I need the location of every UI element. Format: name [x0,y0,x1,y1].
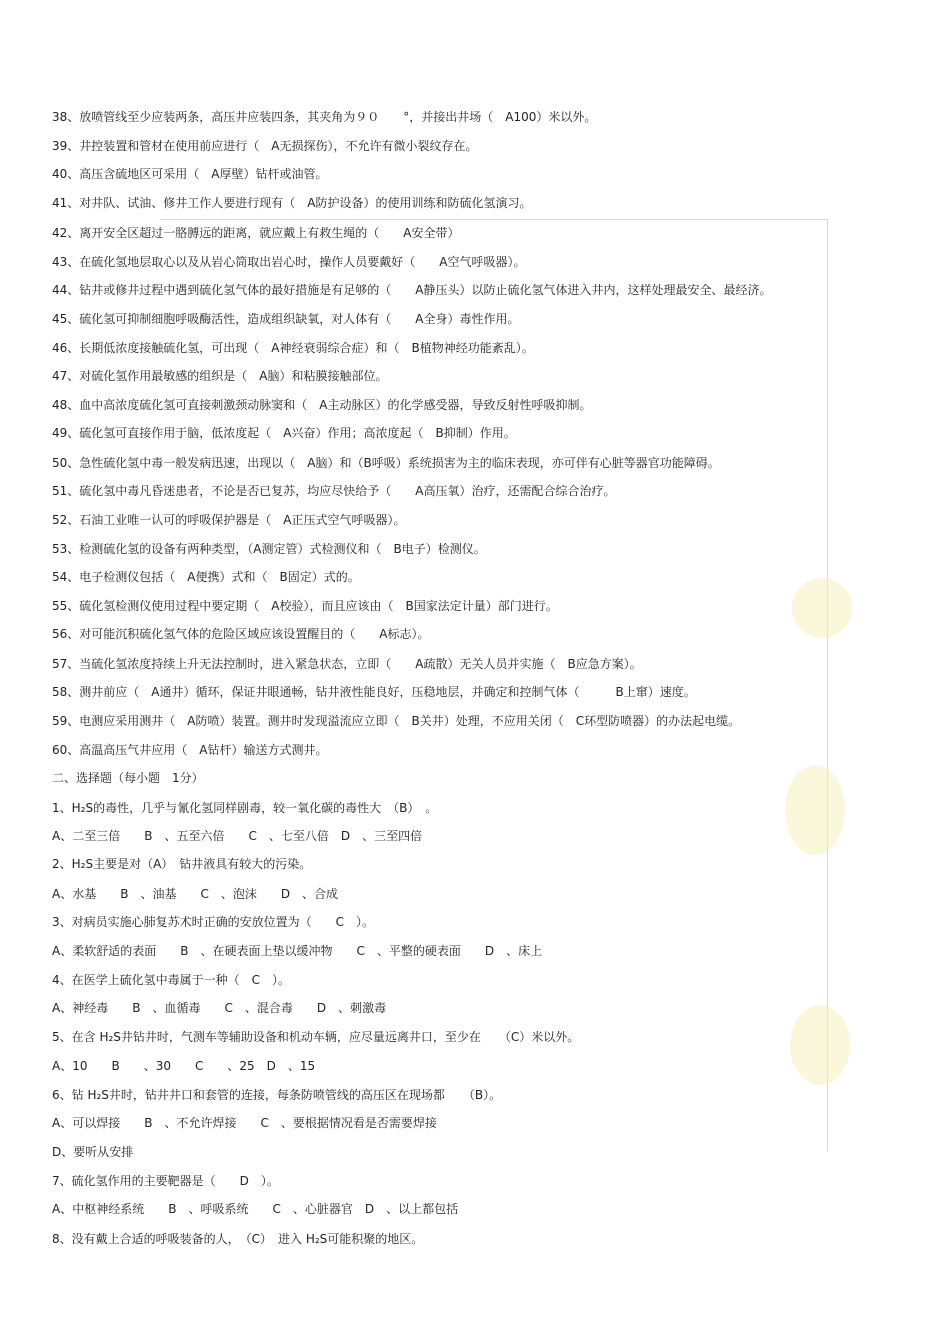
fill-question-48: 48、血中高浓度硫化氢可直接刺激颈动脉窦和（ A主动脉区）的化学感受器，导致反射性呼吸抑制。 [52,398,592,412]
choice-options-6: A、可以焊接 B 、不允许焊接 C 、要根据情况看是否需要焊接 [52,1116,437,1130]
fill-question-55: 55、硫化氢检测仪使用过程中要定期（ A校验），而且应该由（ B国家法定计量）部门进行。 [52,599,558,613]
choice-options-2: A、水基 B 、油基 C 、泡沫 D 、合成 [52,887,339,901]
choice-question-2: 2、H₂S主要是对（A） 钻井液具有较大的污染。 [52,857,312,871]
fill-question-43: 43、在硫化氢地层取心以及从岩心筒取出岩心时，操作人员要戴好（ A空气呼吸器）。 [52,255,526,269]
fill-question-38: 38、放喷管线至少应装两条，高压井应装四条，其夹角为９０ °，并接出井场（ A100）米以外。 [52,110,597,124]
choice-options-6-d: D、要听从安排 [52,1145,134,1159]
fill-question-59: 59、电测应采用测井（ A防喷）装置。测井时发现溢流应立即（ B关井）处理，不应用关闭（ C环型防喷器）的办法起电缆。 [52,714,741,728]
choice-question-5: 5、在含 H₂S井钻井时，气测车等辅助设备和机动车辆，应尽量远离井口，至少在 （C）米以外。 [52,1030,580,1044]
choice-question-7: 7、硫化氢作用的主要靶器是（ D ）。 [52,1174,279,1188]
fill-question-49: 49、硫化氢可直接作用于脑，低浓度起（ A兴奋）作用；高浓度起（ B抑制）作用。 [52,426,516,440]
fill-question-40: 40、高压含硫地区可采用（ A厚壁）钻杆或油管。 [52,167,328,181]
choice-question-3: 3、对病员实施心肺复苏术时正确的安放位置为（ C ）。 [52,915,375,929]
fill-question-45: 45、硫化氢可抑制细胞呼吸酶活性，造成组织缺氧，对人体有（ A全身）毒性作用。 [52,312,520,326]
paper-stain [790,1005,850,1085]
choice-options-4: A、神经毒 B 、血循毒 C 、混合毒 D 、刺激毒 [52,1001,387,1015]
paper-stain [785,765,845,855]
fill-question-52: 52、石油工业唯一认可的呼吸保护器是（ A正压式空气呼吸器）。 [52,513,406,527]
choice-question-1: 1、H₂S的毒性，几乎与氰化氢同样剧毒，较一氧化碳的毒性大 （B） 。 [52,801,438,815]
fill-question-41: 41、对井队、试油、修井工作人要进行现有（ A防护设备）的使用训练和防硫化氢演习。 [52,196,532,210]
fill-question-51: 51、硫化氢中毒凡昏迷患者，不论是否已复苏，均应尽快给予（ A高压氧）治疗，还需配合综合治疗。 [52,484,616,498]
fill-question-39: 39、井控装置和管材在使用前应进行（ A无损探伤），不允许有微小裂纹存在。 [52,139,478,153]
fill-question-44: 44、钻井或修井过程中遇到硫化氢气体的最好措施是有足够的（ A静压头）以防止硫化氢气体进入井内，这样处理最安全、最经济。 [52,283,772,297]
section-heading: 二、选择题（每小题 1分） [52,771,204,785]
choice-question-6: 6、钻 H₂S井时，钻井井口和套管的连接，每条防喷管线的高压区在现场都 （B）。 [52,1088,502,1102]
fill-question-56: 56、对可能沉积硫化氢气体的危险区域应该设置醒目的（ A标志）。 [52,627,430,641]
choice-question-4: 4、在医学上硫化氢中毒属于一种（ C ）。 [52,973,291,987]
fill-question-60: 60、高温高压气井应用（ A钻杆）输送方式测井。 [52,743,328,757]
fill-question-50: 50、急性硫化氢中毒一般发病迅速，出现以（ A脑）和（B呼吸）系统损害为主的临床表现，亦可伴有心脏等器官功能障碍。 [52,456,720,470]
fill-question-46: 46、长期低浓度接触硫化氢，可出现（ A神经衰弱综合症）和（ B植物神经功能紊乱）。 [52,341,534,355]
paper-stain [792,578,852,638]
fill-question-53: 53、检测硫化氢的设备有两种类型，（A测定管）式检测仪和（ B电子）检测仪。 [52,542,486,556]
choice-options-1: A、二至三倍 B 、五至六倍 C 、七至八倍 D 、三至四倍 [52,829,423,843]
choice-question-8: 8、没有戴上合适的呼吸装备的人， （C） 进入 H₂S可能积聚的地区。 [52,1232,424,1246]
fill-question-54: 54、电子检测仪包括（ A便携）式和（ B固定）式的。 [52,570,360,584]
choice-options-5: A、10 B 、30 C 、25 D 、15 [52,1059,316,1073]
fill-question-42: 42、离开安全区超过一胳膊远的距离，就应戴上有救生绳的（ A安全带） [52,226,460,240]
fill-question-47: 47、对硫化氢作用最敏感的组织是（ A脑）和粘膜接触部位。 [52,369,388,383]
choice-options-3: A、柔软舒适的表面 B 、在硬表面上垫以缓冲物 C 、平整的硬表面 D 、床上 [52,944,543,958]
fill-question-57: 57、当硫化氢浓度持续上升无法控制时，进入紧急状态，立即（ A疏散）无关人员并实施（ B应急方案）。 [52,657,642,671]
page-frame-top-line [160,219,828,220]
fill-question-58: 58、测井前应（ A通井）循环，保证井眼通畅，钻井液性能良好，压稳地层，并确定和控制气体（ B上窜）速度。 [52,685,696,699]
choice-options-7: A、中枢神经系统 B 、呼吸系统 C 、心脏器官 D 、以上都包括 [52,1202,459,1216]
